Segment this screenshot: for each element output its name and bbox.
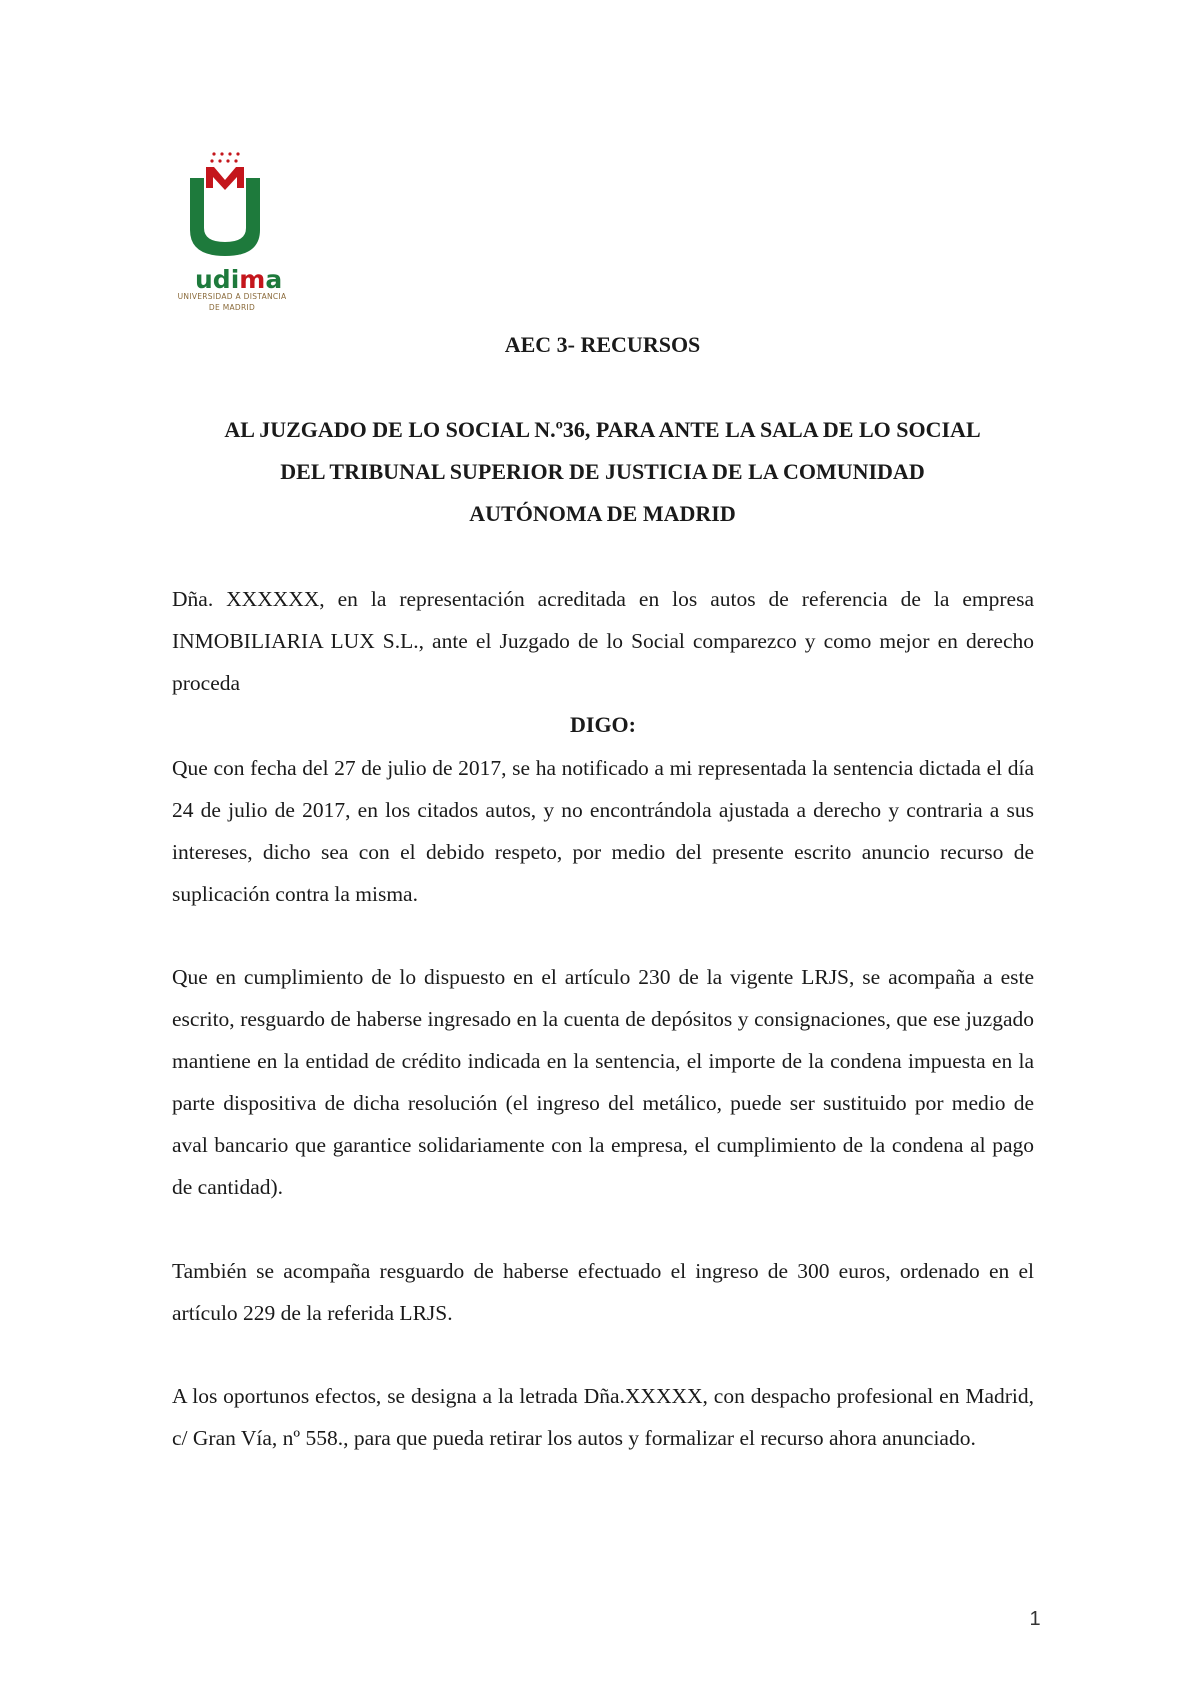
intro-paragraph: Dña. XXXXXX, en la representación acreditada en los autos de referencia de la empresa INMOBILIARIA LUX S.L., ante el Juzgado de lo Social comparezco y como mejor en derecho proceda <box>172 587 1034 695</box>
body-paragraph-3: También se acompaña resguardo de haberse efectuado el ingreso de 300 euros, ordenado en el artículo 229 de la referida LRJS. <box>172 1259 1034 1325</box>
udima-emblem-icon <box>172 150 292 265</box>
logo-wordmark: udima <box>195 265 283 294</box>
court-heading <box>170 409 1035 535</box>
document-title: AEC 3- RECURSOS <box>504 332 701 357</box>
udima-logo <box>172 150 292 315</box>
logo-subtitle-line2: DE MADRID <box>208 303 256 312</box>
page-number: 1 <box>1029 1608 1041 1630</box>
heading-line: AL JUZGADO DE LO SOCIAL N.º36, PARA ANTE LA SALA DE LO SOCIAL <box>224 417 981 442</box>
heading-line: AUTÓNOMA DE MADRID <box>469 501 736 526</box>
body-paragraph-2: Que en cumplimiento de lo dispuesto en el artículo 230 de la vigente LRJS, se acompaña a este escrito, resguardo de haberse ingresado en la cuenta de depósitos y consignaciones, que ese juzgado mantiene en la entidad de crédito indicada en la sentencia, el importe de la condena impuesta en la parte dispositiva de dicha resolución (el ingreso del metálico, puede ser sustituido por medio de aval bancario que garantice solidariamente con la empresa, el cumplimiento de la condena al pago de cantidad). <box>172 965 1034 1199</box>
logo-subtitle-line1: UNIVERSIDAD A DISTANCIA <box>177 292 287 301</box>
heading-line: DEL TRIBUNAL SUPERIOR DE JUSTICIA DE LA COMUNIDAD <box>280 459 925 484</box>
body-paragraph-1: Que con fecha del 27 de julio de 2017, se ha notificado a mi representada la sentencia dictada el día 24 de julio de 2017, en los citados autos, y no encontrándola ajustada a derecho y contraria a sus intereses, dicho sea con el debido respeto, por medio del presente escrito anuncio recurso de suplicación contra la misma. <box>172 756 1034 906</box>
body-paragraph-4: A los oportunos efectos, se designa a la letrada Dña.XXXXX, con despacho profesional en Madrid, c/ Gran Vía, nº 558., para que pueda retirar los autos y formalizar el recurso ahora anunciado. <box>172 1384 1034 1450</box>
digo-heading: DIGO: <box>570 712 636 737</box>
